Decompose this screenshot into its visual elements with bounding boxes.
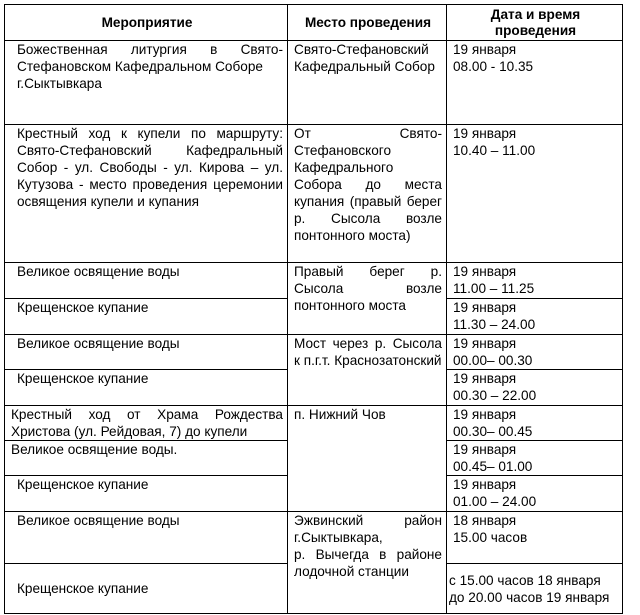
datetime-cell: 19 января 11.30 – 24.00	[447, 299, 623, 335]
datetime-cell: 19 января 00.30– 00.45	[447, 406, 623, 441]
datetime-cell: с 15.00 часов 18 января до 20.00 часов 19 января	[447, 564, 623, 614]
schedule-table	[4, 4, 623, 614]
datetime-cell: 19 января 01.00 – 24.00	[447, 476, 623, 512]
place-cell: От Свято-Стефановского Кафедрального Собора до места купания (правый берег р. Сысола возле понтонного моста)	[288, 125, 447, 263]
table-row	[5, 263, 623, 299]
header-event: Мероприятие	[5, 5, 288, 41]
header-datetime: Дата и время проведения	[447, 5, 623, 41]
datetime-cell: 19 января 00.30 – 22.00	[447, 370, 623, 406]
table-row	[5, 125, 623, 263]
place-cell: Мост через р. Сысола к п.г.т. Краснозатонский	[288, 335, 447, 406]
event-cell: Великое освящение воды	[5, 263, 288, 299]
event-cell: Крещенское купание	[5, 299, 288, 335]
header-row	[5, 5, 623, 41]
datetime-cell: 18 января 15.00 часов	[447, 512, 623, 564]
place-cell: Свято-Стефановский Кафедральный Собор	[288, 41, 447, 125]
table-row	[5, 335, 623, 370]
datetime-cell: 19 января 10.40 – 11.00	[447, 125, 623, 263]
place-cell: Эжвинский район г.Сыктывкара, р. Вычегда в районе лодочной станции	[288, 512, 447, 614]
event-cell: Великое освящение воды	[5, 335, 288, 370]
event-cell: Крещенское купание	[5, 564, 288, 614]
event-cell: Крещенское купание	[5, 476, 288, 512]
header-place: Место проведения	[288, 5, 447, 41]
table-row	[5, 512, 623, 564]
event-cell: Крестный ход от Храма Рождества Христова (ул. Рейдовая, 7) до купели	[5, 406, 288, 441]
event-cell: Крещенское купание	[5, 370, 288, 406]
datetime-cell: 19 января 00.00– 00.30	[447, 335, 623, 370]
event-cell: Великое освящение воды.	[5, 441, 288, 476]
datetime-cell: 19 января 00.45– 01.00	[447, 441, 623, 476]
event-cell: Крестный ход к купели по маршруту: Свято-Стефановский Кафедральный Собор - ул. Свободы - ул. Кирова – ул. Кутузова - место проведения церемонии освящения купели и купания	[5, 125, 288, 263]
event-cell: Великое освящение воды	[5, 512, 288, 564]
table-row	[5, 41, 623, 125]
place-cell: Правый берег р. Сысола возле понтонного моста	[288, 263, 447, 335]
datetime-cell: 19 января 08.00 - 10.35	[447, 41, 623, 125]
place-cell: п. Нижний Чов	[288, 406, 447, 512]
datetime-cell: 19 января 11.00 – 11.25	[447, 263, 623, 299]
event-cell: Божественная литургия в Свято-Стефановском Кафедральном Соборе г.Сыктывкара	[5, 41, 288, 125]
table-row	[5, 406, 623, 441]
